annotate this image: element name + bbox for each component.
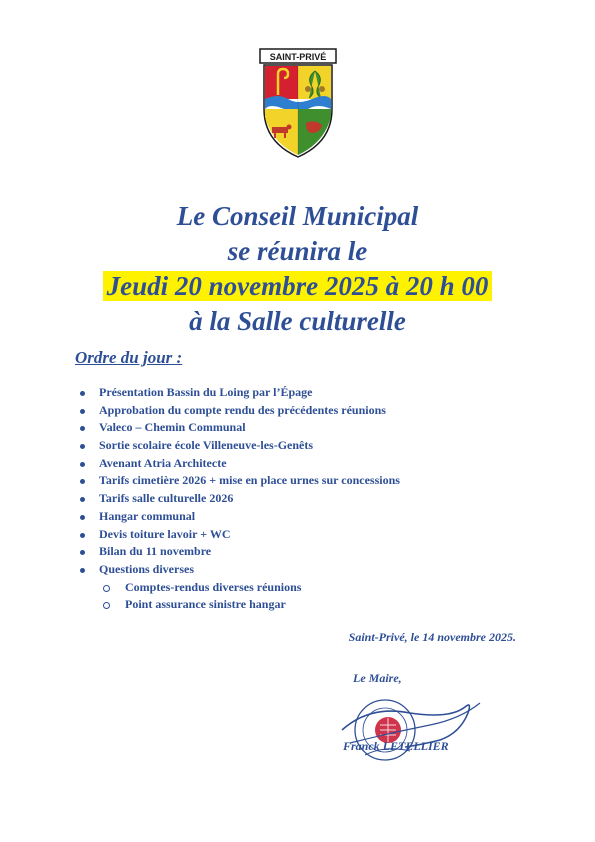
agenda-sublist [80,579,400,614]
agenda-item-text: Tarifs salle culturelle 2026 [99,491,234,506]
agenda-subitem [101,579,400,597]
meeting-location: à la Salle culturelle [189,306,406,336]
agenda-subitem-text: Comptes-rendus diverses réunions [125,579,302,594]
circle-bullet-icon [103,602,110,609]
agenda-heading: Ordre du jour : [75,348,183,367]
bullet-icon [80,426,85,431]
coat-of-arms-icon [258,47,338,159]
agenda-item [80,402,400,420]
agenda-item-text: Devis toiture lavoir + WC [99,526,231,541]
agenda-item [80,455,400,473]
agenda-item [80,526,400,544]
mayor-title: Le Maire, [353,671,402,685]
agenda-sublist-container [80,579,400,614]
circle-bullet-icon [103,585,110,592]
bullet-icon [80,497,85,502]
agenda-item [80,419,400,437]
agenda-subitem-text: Point assurance sinistre hangar [125,597,286,612]
agenda-item-text: Hangar communal [99,508,196,523]
agenda-item-text: Valeco – Chemin Communal [99,420,246,435]
meeting-announcement [0,199,595,339]
agenda-list [80,384,400,614]
agenda-item-text: Bilan du 11 novembre [99,544,212,559]
agenda-item [80,384,400,402]
council-title: Le Conseil Municipal [176,201,419,231]
agenda-item-text: Avenant Atria Architecte [99,455,227,470]
bullet-icon [80,568,85,573]
agenda-item [80,490,400,508]
agenda-subitem [101,596,400,614]
meeting-subtitle: se réunira le [227,236,368,266]
bullet-icon [80,391,85,396]
crest-banner-text: SAINT-PRIVÉ [269,52,327,62]
bullet-icon [80,515,85,520]
mairie-stamp-icon [330,685,500,775]
bullet-icon [80,550,85,555]
bullet-icon [80,462,85,467]
agenda-item [80,472,400,490]
bullet-icon [80,444,85,449]
agenda-item-text: Tarifs cimetière 2026 + mise en place urnes sur concessions [99,473,400,488]
mayor-name: Franck LETELLIER [343,739,449,753]
meeting-date: Jeudi 20 novembre 2025 à 20 h 00 [103,271,493,301]
bullet-icon [80,409,85,414]
agenda-item-text: Sortie scolaire école Villeneuve-les-Genêts [99,438,314,453]
signature-date: Saint-Privé, le 14 novembre 2025. [348,630,516,644]
agenda-item-text: Questions diverses [99,561,195,576]
agenda-item [80,508,400,526]
agenda-item-text: Présentation Bassin du Loing par l’Épage [99,385,313,399]
meeting-date-line [0,269,595,304]
agenda-item [80,543,400,561]
agenda-item [80,561,400,579]
agenda-item-text: Approbation du compte rendu des précédentes réunions [99,402,386,417]
agenda-item [80,437,400,455]
bullet-icon [80,479,85,484]
bullet-icon [80,533,85,538]
